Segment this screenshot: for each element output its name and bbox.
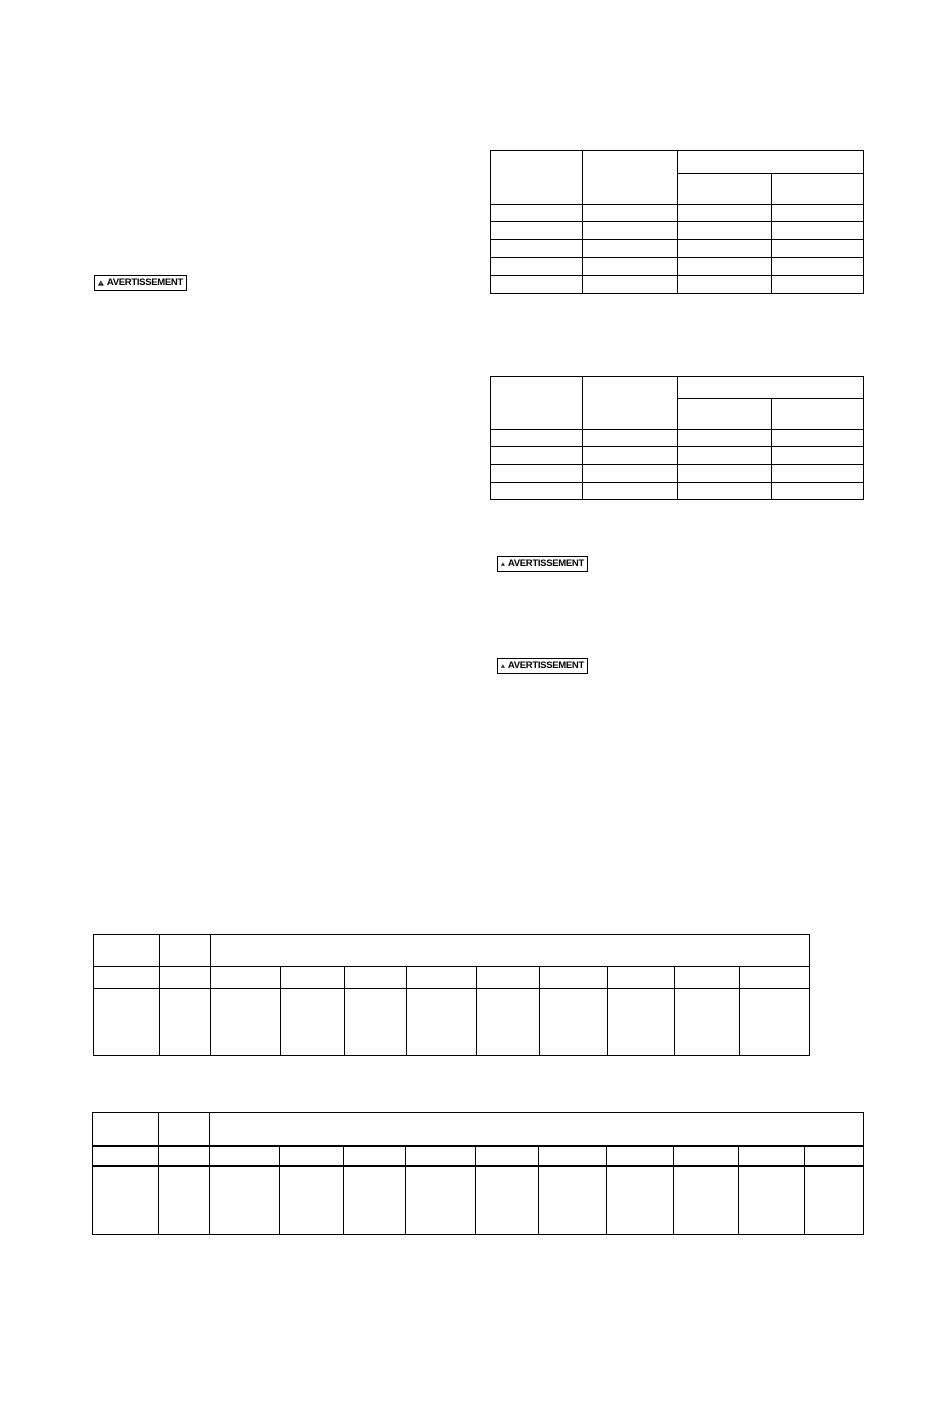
table-row bbox=[93, 1113, 864, 1146]
table-cell bbox=[491, 240, 583, 258]
table-row bbox=[491, 447, 864, 465]
table-cell bbox=[772, 430, 864, 447]
table-cell bbox=[678, 399, 772, 430]
table-row bbox=[491, 222, 864, 240]
table-cell bbox=[280, 1166, 344, 1235]
table-cell bbox=[772, 447, 864, 465]
table-cell bbox=[772, 276, 864, 294]
warning-triangle-icon bbox=[98, 278, 104, 288]
table-cell bbox=[678, 377, 864, 399]
spec-table-2 bbox=[490, 376, 864, 500]
warning-triangle-icon bbox=[501, 559, 505, 569]
table-cell bbox=[674, 1166, 739, 1235]
table-cell bbox=[491, 447, 583, 465]
table-cell bbox=[280, 1146, 344, 1166]
table-cell bbox=[583, 258, 678, 276]
table-row bbox=[491, 240, 864, 258]
table-cell bbox=[159, 1146, 210, 1166]
table-cell bbox=[678, 276, 772, 294]
table-cell bbox=[583, 151, 678, 205]
table-row bbox=[93, 1166, 864, 1235]
table-cell bbox=[805, 1166, 864, 1235]
warning-triangle-icon bbox=[501, 661, 505, 671]
warning-label-text: AVERTISSEMENT bbox=[507, 558, 584, 570]
table-cell bbox=[210, 1146, 280, 1166]
table-cell bbox=[491, 377, 583, 430]
table-cell bbox=[678, 258, 772, 276]
spec-table-4 bbox=[92, 1112, 864, 1235]
warning-label-right-1 bbox=[497, 556, 588, 572]
table-cell bbox=[678, 465, 772, 483]
table-row bbox=[491, 276, 864, 294]
table-cell bbox=[491, 430, 583, 447]
table-cell bbox=[160, 935, 211, 967]
table-cell bbox=[211, 989, 281, 1056]
table-cell bbox=[476, 1166, 539, 1235]
table-cell bbox=[93, 1146, 159, 1166]
table-cell bbox=[583, 205, 678, 222]
table-cell bbox=[160, 989, 211, 1056]
table-row bbox=[491, 151, 864, 174]
table-cell bbox=[281, 989, 345, 1056]
warning-label-text: AVERTISSEMENT bbox=[507, 660, 584, 672]
table-cell bbox=[583, 222, 678, 240]
table-cell bbox=[678, 222, 772, 240]
table-cell bbox=[491, 258, 583, 276]
warning-label-right-2 bbox=[497, 658, 588, 674]
table-cell bbox=[540, 967, 608, 989]
table-cell bbox=[540, 989, 608, 1056]
table-cell bbox=[583, 276, 678, 294]
table-cell bbox=[491, 276, 583, 294]
table-row bbox=[491, 377, 864, 399]
table-cell bbox=[477, 989, 540, 1056]
table-cell bbox=[281, 967, 345, 989]
table-cell bbox=[476, 1146, 539, 1166]
table-cell bbox=[210, 1166, 280, 1235]
spec-table-3 bbox=[93, 934, 810, 1056]
page-bottom-edge bbox=[0, 1411, 940, 1415]
table-cell bbox=[583, 430, 678, 447]
table-cell bbox=[407, 989, 477, 1056]
table-cell bbox=[407, 967, 477, 989]
table-cell bbox=[344, 1166, 406, 1235]
table-row bbox=[93, 1146, 864, 1166]
table-cell bbox=[345, 967, 407, 989]
table-cell bbox=[583, 483, 678, 500]
table-cell bbox=[211, 967, 281, 989]
table-cell bbox=[678, 430, 772, 447]
table-cell bbox=[678, 483, 772, 500]
table-cell bbox=[740, 967, 810, 989]
table-cell bbox=[678, 151, 864, 174]
table-row bbox=[491, 465, 864, 483]
table-cell bbox=[772, 258, 864, 276]
table-cell bbox=[583, 377, 678, 430]
table-cell bbox=[583, 240, 678, 258]
table-cell bbox=[94, 935, 160, 967]
table-cell bbox=[608, 989, 675, 1056]
table-cell bbox=[344, 1146, 406, 1166]
table-cell bbox=[345, 989, 407, 1056]
table-cell bbox=[772, 240, 864, 258]
table-cell bbox=[539, 1146, 607, 1166]
table-cell bbox=[491, 205, 583, 222]
table-cell bbox=[608, 967, 675, 989]
table-cell bbox=[678, 447, 772, 465]
table-row bbox=[94, 935, 810, 967]
table-cell bbox=[675, 967, 740, 989]
table-cell bbox=[772, 483, 864, 500]
table-cell bbox=[772, 222, 864, 240]
table-cell bbox=[94, 989, 160, 1056]
table-cell bbox=[772, 174, 864, 205]
table-cell bbox=[805, 1146, 864, 1166]
table-row bbox=[491, 205, 864, 222]
table-cell bbox=[678, 240, 772, 258]
table-cell bbox=[772, 205, 864, 222]
table-cell bbox=[539, 1166, 607, 1235]
table-cell bbox=[491, 465, 583, 483]
table-cell bbox=[583, 465, 678, 483]
table-cell bbox=[93, 1166, 159, 1235]
table-cell bbox=[739, 1146, 805, 1166]
table-cell bbox=[772, 399, 864, 430]
table-cell bbox=[406, 1146, 476, 1166]
table-cell bbox=[740, 989, 810, 1056]
table-cell bbox=[160, 967, 211, 989]
table-cell bbox=[210, 1113, 864, 1146]
table-row bbox=[94, 967, 810, 989]
table-cell bbox=[491, 151, 583, 205]
table-cell bbox=[406, 1166, 476, 1235]
table-cell bbox=[739, 1166, 805, 1235]
table-row bbox=[491, 483, 864, 500]
table-row bbox=[491, 258, 864, 276]
table-cell bbox=[678, 174, 772, 205]
table-cell bbox=[211, 935, 810, 967]
table-cell bbox=[491, 222, 583, 240]
table-cell bbox=[94, 967, 160, 989]
table-cell bbox=[477, 967, 540, 989]
table-cell bbox=[675, 989, 740, 1056]
table-cell bbox=[159, 1166, 210, 1235]
table-cell bbox=[607, 1166, 674, 1235]
table-cell bbox=[491, 483, 583, 500]
table-row bbox=[491, 430, 864, 447]
table-cell bbox=[674, 1146, 739, 1166]
table-row bbox=[94, 989, 810, 1056]
table-cell bbox=[678, 205, 772, 222]
spec-table-1 bbox=[490, 150, 864, 294]
table-cell bbox=[159, 1113, 210, 1146]
table-cell bbox=[607, 1146, 674, 1166]
warning-label-left bbox=[94, 275, 187, 291]
table-cell bbox=[772, 465, 864, 483]
table-cell bbox=[93, 1113, 159, 1146]
table-cell bbox=[583, 447, 678, 465]
warning-label-text: AVERTISSEMENT bbox=[106, 277, 183, 289]
